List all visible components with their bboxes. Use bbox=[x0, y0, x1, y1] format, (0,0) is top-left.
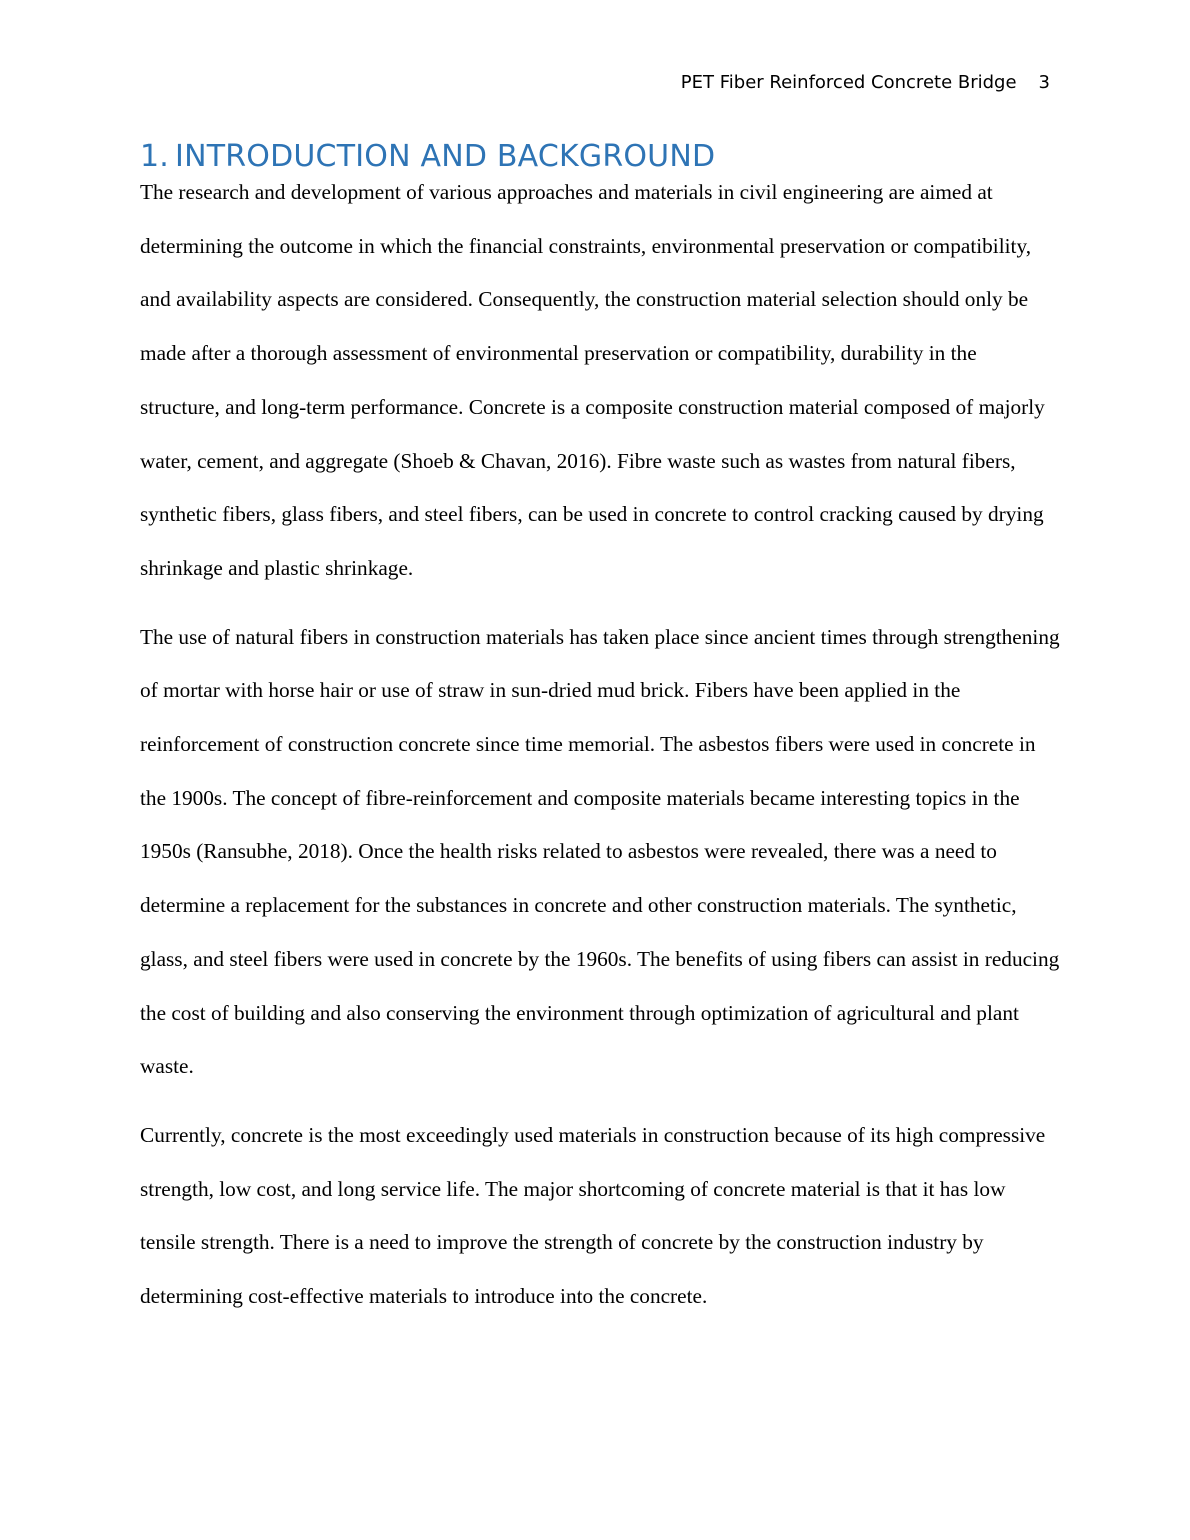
paragraph: The research and development of various approaches and materials in civil engineering are aimed at determining the outcome in which the financial constraints, environmental preservation or compatibility, and availability aspects are considered. Consequently, the construction material selection should only be made after a thorough assessment of environmental preservation or compatibility, durability in the structure, and long-term performance. Concrete is a composite construction material composed of majorly water, cement, and aggregate (Shoeb & Chavan, 2016). Fibre waste such as wastes from natural fibers, synthetic fibers, glass fibers, and steel fibers, can be used in concrete to control cracking caused by drying shrinkage and plastic shrinkage. bbox=[140, 180, 1045, 580]
page-number: 3 bbox=[1038, 72, 1050, 93]
section-title: INTRODUCTION AND BACKGROUND bbox=[175, 139, 716, 174]
body-text bbox=[140, 166, 1060, 1339]
running-header-title: PET Fiber Reinforced Concrete Bridge bbox=[680, 72, 1017, 93]
running-header bbox=[681, 71, 1050, 95]
section-number: 1. bbox=[140, 139, 170, 174]
paragraph: The use of natural fibers in construction materials has taken place since ancient times through strengthening of mortar with horse hair or use of straw in sun-dried mud brick. Fibers have been applied in the reinforcement of construction concrete since time memorial. The asbestos fibers were used in concrete in the 1900s. The concept of fibre-reinforcement and composite materials became interesting topics in the 1950s (Ransubhe, 2018). Once the health risks related to asbestos were revealed, there was a need to determine a replacement for the substances in concrete and other construction materials. The synthetic, glass, and steel fibers were used in concrete by the 1960s. The benefits of using fibers can assist in reducing the cost of building and also conserving the environment through optimization of agricultural and plant waste. bbox=[140, 624, 1060, 1079]
paragraph: Currently, concrete is the most exceedingly used materials in construction because of its high compressive strength, low cost, and long service life. The major shortcoming of concrete material is that it has low tensile strength. There is a need to improve the strength of concrete by the construction industry by determining cost-effective materials to introduce into the concrete. bbox=[140, 1122, 1046, 1309]
